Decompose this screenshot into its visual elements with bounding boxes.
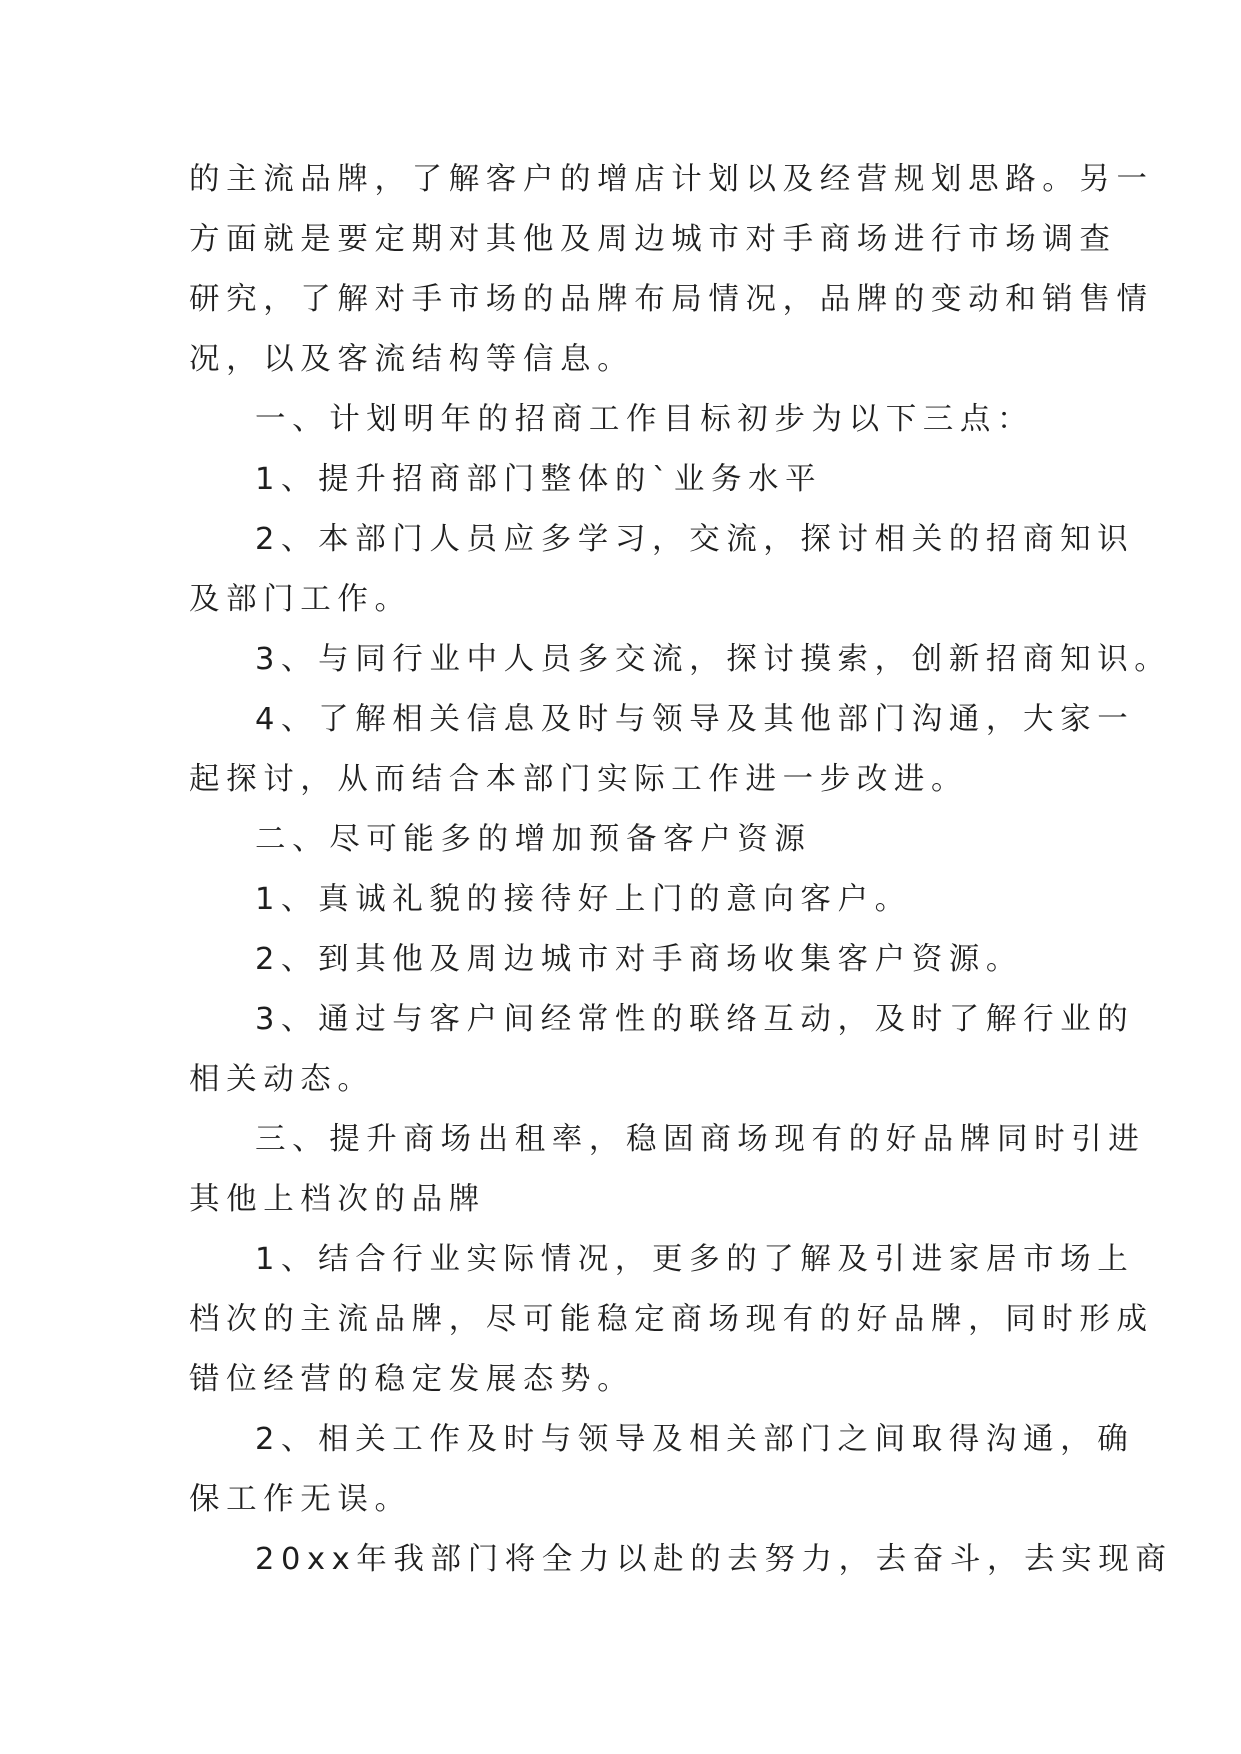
paragraph-line: 错位经营的稳定发展态势。 [189,1362,635,1397]
section-heading: 二、尽可能多的增加预备客户资源 [255,822,812,857]
section-heading: 一、计划明年的招商工作目标初步为以下三点： [255,402,1035,437]
list-item: 2、相关工作及时与领导及相关部门之间取得沟通，确 [255,1422,1135,1457]
list-item: 1、真诚礼貌的接待好上门的意向客户。 [255,882,912,917]
paragraph-line: 相关动态。 [189,1062,375,1097]
paragraph-line: 20xx年我部门将全力以赴的去努力，去奋斗，去实现商 [255,1542,1173,1577]
list-item: 2、到其他及周边城市对手商场收集客户资源。 [255,942,1024,977]
list-item: 3、与同行业中人员多交流，探讨摸索，创新招商知识。 [255,642,1172,677]
paragraph-line: 起探讨，从而结合本部门实际工作进一步改进。 [189,762,969,797]
paragraph-line: 研究，了解对手市场的品牌布局情况，品牌的变动和销售情 [189,282,1154,317]
list-item: 1、结合行业实际情况，更多的了解及引进家居市场上 [255,1242,1135,1277]
document-body [189,150,1173,1590]
list-item: 3、通过与客户间经常性的联络互动，及时了解行业的 [255,1002,1135,1037]
list-item: 1、提升招商部门整体的`业务水平 [255,462,823,497]
paragraph-line: 档次的主流品牌，尽可能稳定商场现有的好品牌，同时形成 [189,1302,1154,1337]
paragraph-line: 及部门工作。 [189,582,412,617]
paragraph-line: 其他上档次的品牌 [189,1182,486,1217]
paragraph-line: 的主流品牌，了解客户的增店计划以及经营规划思路。另一 [189,162,1154,197]
list-item: 2、本部门人员应多学习，交流，探讨相关的招商知识 [255,522,1135,557]
paragraph-line: 方面就是要定期对其他及周边城市对手商场进行市场调查 [189,222,1117,257]
paragraph-line: 况，以及客流结构等信息。 [189,342,635,377]
list-item: 4、了解相关信息及时与领导及其他部门沟通，大家一 [255,702,1135,737]
section-heading: 三、提升商场出租率，稳固商场现有的好品牌同时引进 [255,1122,1146,1157]
paragraph-line: 保工作无误。 [189,1482,412,1517]
